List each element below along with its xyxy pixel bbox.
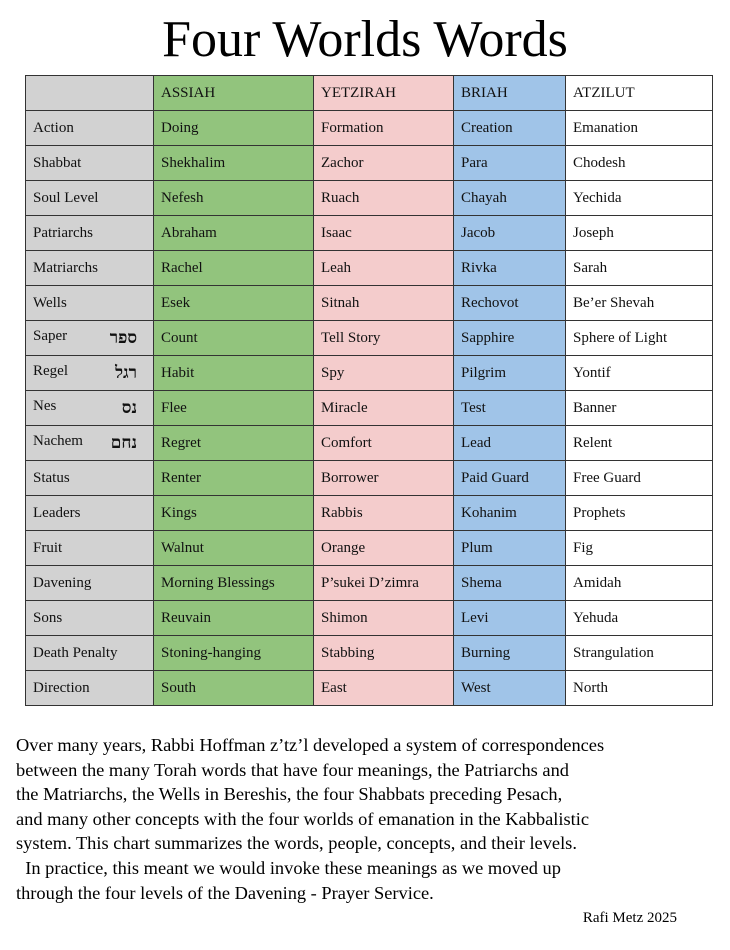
table-cell: Lead	[454, 426, 566, 461]
table-cell: Paid Guard	[454, 461, 566, 496]
table-cell: Rechovot	[454, 286, 566, 321]
row-label: Soul Level	[33, 189, 99, 206]
table-cell: Emanation	[566, 111, 713, 146]
table-row	[26, 426, 713, 461]
table-cell: Sphere of Light	[566, 321, 713, 356]
row-label: Matriarchs	[33, 259, 98, 276]
table-cell: Sitnah	[314, 286, 454, 321]
row-label: Saper	[33, 328, 68, 344]
table-cell: Tell Story	[314, 321, 454, 356]
column-header: YETZIRAH	[314, 76, 454, 111]
table-cell: Prophets	[566, 496, 713, 531]
table-cell: South	[154, 671, 314, 706]
table-cell: Abraham	[154, 216, 314, 251]
table-cell: Shema	[454, 566, 566, 601]
row-label-cell	[26, 356, 154, 391]
signature: Rafi Metz 2025	[582, 910, 677, 926]
table-cell: Nefesh	[154, 181, 314, 216]
table-row	[26, 356, 713, 391]
table-cell: Kohanim	[454, 496, 566, 531]
row-label-cell	[26, 181, 154, 216]
page-title: Four Worlds Words	[162, 11, 568, 68]
table-cell: Borrower	[314, 461, 454, 496]
table-cell: West	[454, 671, 566, 706]
table-cell: Formation	[314, 111, 454, 146]
table-cell: Plum	[454, 531, 566, 566]
paragraph-line: between the many Torah words that have four meanings, the Patriarchs and	[16, 759, 569, 780]
row-label: Sons	[33, 609, 63, 626]
row-label: Nes	[33, 398, 57, 414]
row-label: Patriarchs	[33, 224, 93, 241]
row-label-cell	[26, 671, 154, 706]
table-row	[26, 146, 713, 181]
table-cell: Chayah	[454, 181, 566, 216]
table-cell: Levi	[454, 601, 566, 636]
table-cell: Fig	[566, 531, 713, 566]
row-label: Direction	[33, 679, 90, 696]
column-header: ASSIAH	[154, 76, 314, 111]
table-cell: Ruach	[314, 181, 454, 216]
table-row	[26, 461, 713, 496]
table-cell: Test	[454, 391, 566, 426]
table-cell: Spy	[314, 356, 454, 391]
table-row	[26, 496, 713, 531]
table-cell: Orange	[314, 531, 454, 566]
table-cell: Count	[154, 321, 314, 356]
table-cell: Esek	[154, 286, 314, 321]
table-row	[26, 566, 713, 601]
row-label-cell	[26, 461, 154, 496]
table-row	[26, 636, 713, 671]
row-label: Death Penalty	[33, 644, 118, 661]
table-cell: Isaac	[314, 216, 454, 251]
hebrew-word: ספר	[109, 328, 137, 347]
table-row	[26, 601, 713, 636]
table-cell: Miracle	[314, 391, 454, 426]
table-row	[26, 391, 713, 426]
table-row	[26, 251, 713, 286]
row-label: Leaders	[33, 504, 81, 521]
row-label-cell	[26, 531, 154, 566]
row-label-cell	[26, 251, 154, 286]
table-cell: Relent	[566, 426, 713, 461]
table-cell: North	[566, 671, 713, 706]
table-cell: Yontif	[566, 356, 713, 391]
table-cell: Stabbing	[314, 636, 454, 671]
table-row	[26, 531, 713, 566]
table-cell: Rachel	[154, 251, 314, 286]
row-label-cell	[26, 636, 154, 671]
row-label: Status	[33, 469, 70, 486]
column-header: BRIAH	[454, 76, 566, 111]
row-label: Fruit	[33, 539, 63, 556]
row-label-cell	[26, 566, 154, 601]
table-cell: Comfort	[314, 426, 454, 461]
table-cell: Stoning-hanging	[154, 636, 314, 671]
description-paragraph	[16, 733, 722, 905]
table-cell: Pilgrim	[454, 356, 566, 391]
paragraph-line: system. This chart summarizes the words, people, concepts, and their levels.	[16, 833, 577, 854]
table-cell: Be’er Shevah	[566, 286, 713, 321]
row-label: Wells	[33, 294, 67, 311]
table-cell: Sapphire	[454, 321, 566, 356]
row-label-cell	[26, 426, 154, 461]
hebrew-word: נחם	[110, 433, 137, 452]
table-cell: Para	[454, 146, 566, 181]
table-cell: Banner	[566, 391, 713, 426]
row-label-cell	[26, 321, 154, 356]
table-cell: Chodesh	[566, 146, 713, 181]
table-cell: Kings	[154, 496, 314, 531]
table-row	[26, 216, 713, 251]
table-cell: Regret	[154, 426, 314, 461]
four-worlds-table	[25, 75, 713, 706]
table-row	[26, 181, 713, 216]
row-label-cell	[26, 601, 154, 636]
row-label-cell	[26, 496, 154, 531]
paragraph-line: the Matriarchs, the Wells in Bereshis, the four Shabbats preceding Pesach,	[16, 784, 563, 805]
paragraph-line: Over many years, Rabbi Hoffman z’tz’l developed a system of correspondences	[16, 735, 605, 755]
table-cell: Sarah	[566, 251, 713, 286]
row-label-cell	[26, 216, 154, 251]
table-cell: Shimon	[314, 601, 454, 636]
table-cell: Morning Blessings	[154, 566, 314, 601]
row-label-cell	[26, 391, 154, 426]
table-cell: P’sukei D’zimra	[314, 566, 454, 601]
paragraph-line: through the four levels of the Davening - Prayer Service.	[16, 882, 434, 903]
table-cell: East	[314, 671, 454, 706]
table-cell: Doing	[154, 111, 314, 146]
table-cell: Zachor	[314, 146, 454, 181]
row-label: Action	[33, 119, 74, 136]
table-cell: Habit	[154, 356, 314, 391]
table-row	[26, 671, 713, 706]
table-cell: Flee	[154, 391, 314, 426]
table-cell: Leah	[314, 251, 454, 286]
table-cell: Yechida	[566, 181, 713, 216]
table-cell: Rivka	[454, 251, 566, 286]
table-cell: Strangulation	[566, 636, 713, 671]
paragraph-line: In practice, this meant we would invoke these meanings as we moved up	[16, 857, 561, 878]
table-cell: Creation	[454, 111, 566, 146]
hebrew-word: נס	[121, 398, 137, 417]
table-cell: Yehuda	[566, 601, 713, 636]
row-label-cell	[26, 111, 154, 146]
column-header: ATZILUT	[566, 76, 713, 111]
row-label-cell	[26, 286, 154, 321]
row-label: Regel	[33, 363, 68, 379]
table-row	[26, 286, 713, 321]
table-cell: Renter	[154, 461, 314, 496]
table-cell: Amidah	[566, 566, 713, 601]
table-cell: Shekhalim	[154, 146, 314, 181]
header-corner-cell	[26, 76, 154, 111]
table-cell: Walnut	[154, 531, 314, 566]
table-cell: Joseph	[566, 216, 713, 251]
table-row	[26, 111, 713, 146]
table-cell: Free Guard	[566, 461, 713, 496]
table-cell: Jacob	[454, 216, 566, 251]
table-cell: Burning	[454, 636, 566, 671]
header-row	[26, 76, 713, 111]
row-label: Nachem	[33, 433, 83, 449]
row-label-cell	[26, 146, 154, 181]
paragraph-line: and many other concepts with the four worlds of emanation in the Kabbalistic	[16, 808, 590, 829]
row-label: Davening	[33, 574, 92, 591]
table-row	[26, 321, 713, 356]
row-label: Shabbat	[33, 154, 82, 171]
hebrew-word: רגל	[115, 363, 137, 382]
table-cell: Reuvain	[154, 601, 314, 636]
table-cell: Rabbis	[314, 496, 454, 531]
